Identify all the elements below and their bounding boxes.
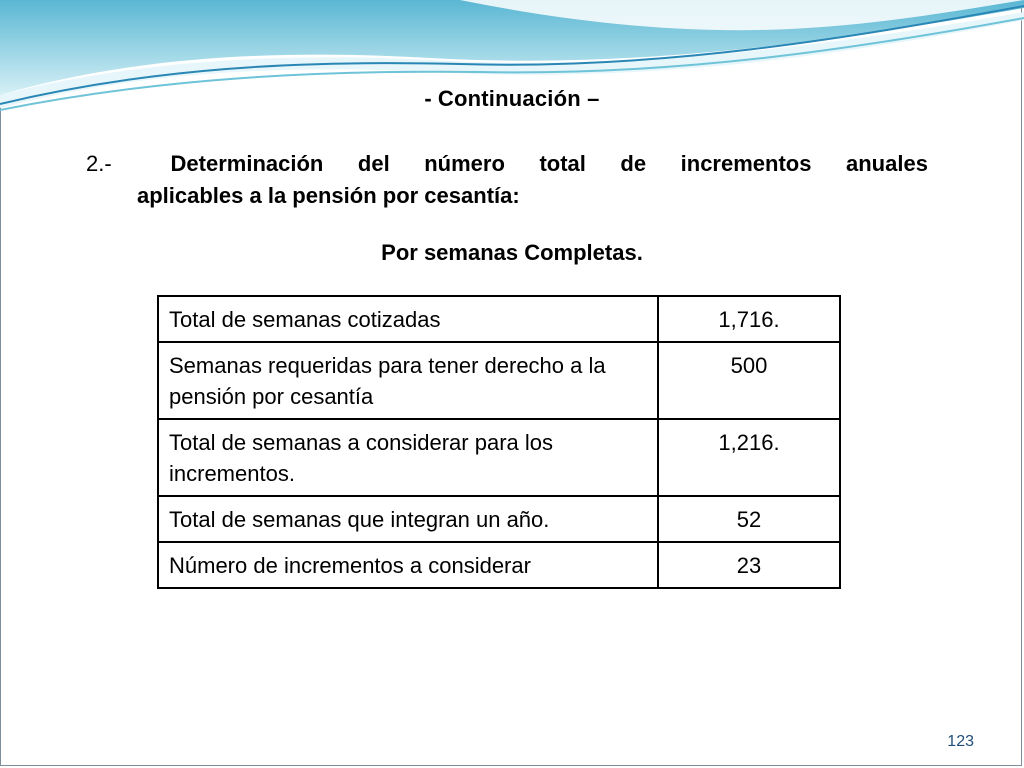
heading-line-1 [86,148,928,180]
row-label: Total de semanas a considerar para los incrementos. [158,419,658,496]
table-row [158,542,840,588]
subtitle-text: Continuación – [437,86,600,111]
heading-word: número [424,151,505,176]
table-row [158,296,840,342]
row-label: Número de incrementos a considerar [158,542,658,588]
row-value: 52 [658,496,840,542]
heading-word: de [620,151,647,176]
heading-number: 2.- [86,151,112,176]
row-label: Total de semanas cotizadas [158,296,658,342]
heading-word: incrementos [680,151,812,176]
heading-word: anuales [846,151,928,176]
table-row [158,342,840,419]
section-heading [86,148,928,212]
table-row [158,419,840,496]
section-title: Por semanas Completas. [381,240,643,265]
heading-word: Determinación [170,151,324,176]
row-label: Semanas requeridas para tener derecho a la pensión por cesantía [158,342,658,419]
row-value: 500 [658,342,840,419]
page-number: 123 [947,733,974,750]
weeks-table [157,295,841,589]
row-label: Total de semanas que integran un año. [158,496,658,542]
heading-line-2: aplicables a la pensión por cesantía: [137,183,520,208]
row-value: 1,716. [658,296,840,342]
subtitle [0,86,1024,112]
row-value: 23 [658,542,840,588]
row-value: 1,216. [658,419,840,496]
heading-word: total [539,151,586,176]
heading-word: del [357,151,390,176]
subtitle-dash: - [424,86,432,111]
table-row [158,496,840,542]
